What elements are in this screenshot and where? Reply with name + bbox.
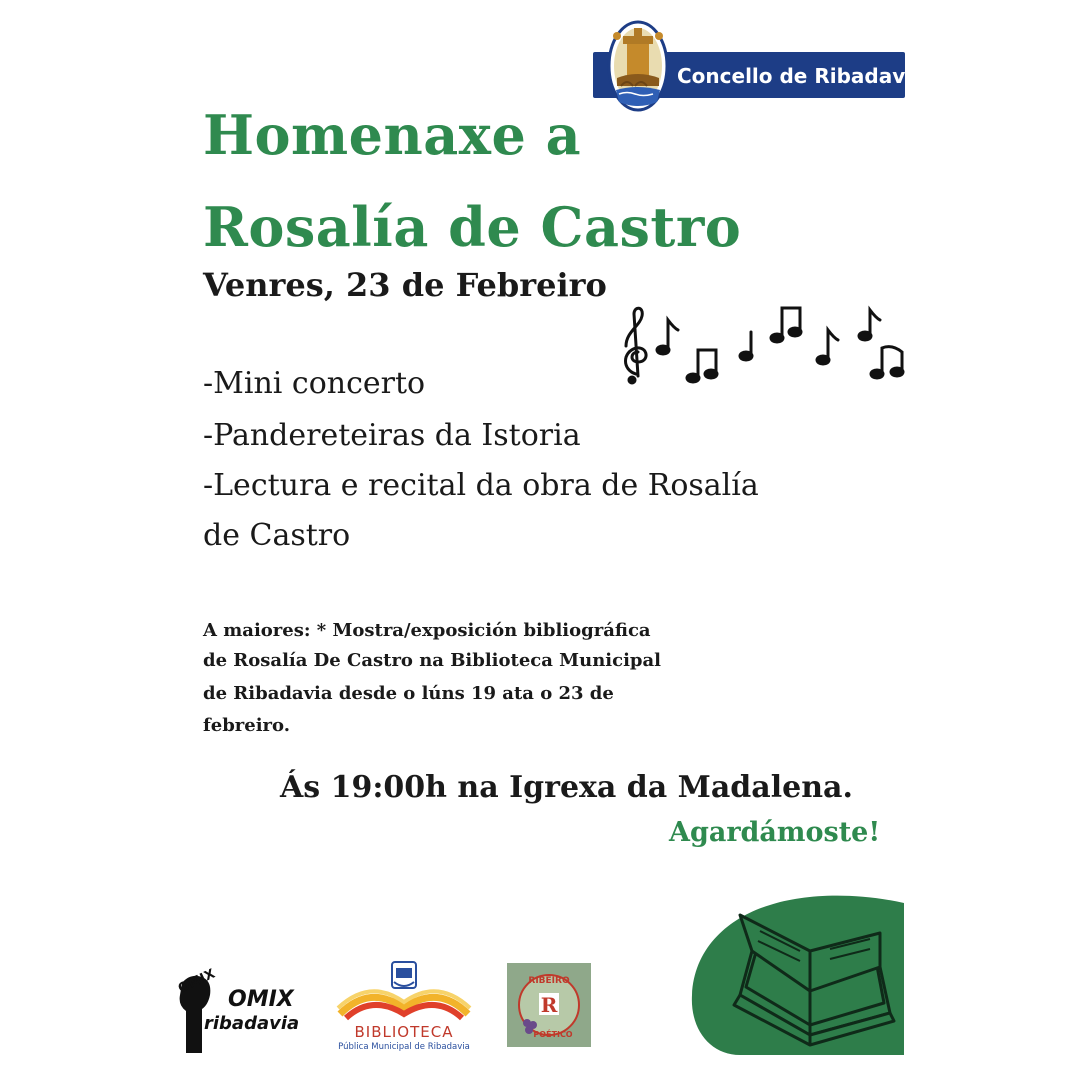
ribeiro-letter: R [540,993,558,1017]
exhibition-note-line: A maiores: * Mostra/exposición bibliográfica [203,620,651,641]
program-item: -Lectura e recital da obra de Rosalía [203,468,759,503]
title-line-1: Homenaxe a [203,103,582,167]
program-item: -Pandereteiras da Istoria [203,418,581,453]
music-notes-icon [612,300,912,390]
program-item: de Castro [203,518,351,553]
ribeiro-poetico-logo [507,963,591,1047]
ribadavia-seal-icon [607,20,669,112]
biblioteca-logo [336,960,472,1056]
closing-message: Agardámoste! [669,817,881,848]
biblioteca-subtitle: Pública Municipal de Ribadavia [338,1042,470,1052]
open-book-icon [680,895,906,1057]
municipality-name: Concello de Ribadavia [677,64,926,88]
exhibition-note-line: de Ribadavia desde o lúns 19 ata o 23 de [203,683,614,704]
omix-ribadavia-logo [168,965,298,1057]
event-date: Venres, 23 de Febreiro [203,266,607,304]
venue-time: Ás 19:00h na Igrexa da Madalena. [280,770,853,805]
omix-town: ribadavia [204,1013,300,1034]
ribeiro-top-text: RIBEIRO [528,976,570,986]
concello-ribadavia-logo [593,20,926,112]
title-line-2: Rosalía de Castro [203,195,742,259]
omix-curve-text: OMIX [176,966,218,997]
omix-name: OMIX [228,987,294,1012]
program-item: -Mini concerto [203,366,426,401]
library-book-icon [336,960,472,1022]
exhibition-note-line: febreiro. [203,715,290,736]
ribeiro-bottom-text: POÉTICO [533,1030,573,1039]
biblioteca-name: BIBLIOTECA [354,1023,454,1041]
exhibition-note-line: de Rosalía De Castro na Biblioteca Municipal [203,650,662,671]
